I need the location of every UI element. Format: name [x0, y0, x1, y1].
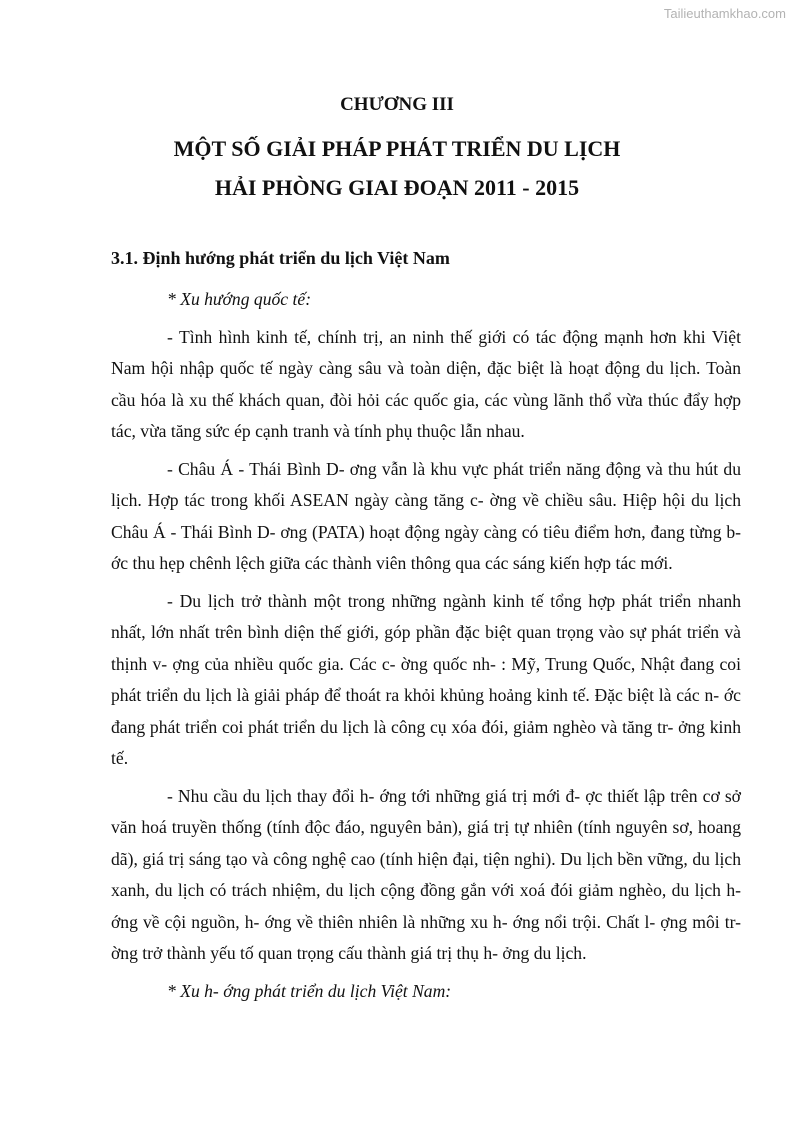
chapter-label: CHƯƠNG III	[340, 94, 454, 115]
paragraph-1: - Tình hình kinh tế, chính trị, an ninh thế giới có tác động mạnh hơn khi Việt Nam hội nhập quốc tế ngày càng sâu và toàn diện, đặc biệt là hoạt động du lịch. Toàn cầu hóa là xu thế khách quan, đòi hỏi các quốc gia, các vùng lãnh thổ vừa thúc đẩy hợp tác, vừa tăng sức ép cạnh tranh và tính phụ thuộc lẫn nhau.	[111, 326, 741, 441]
subheading-international-trends: * Xu hướng quốc tế:	[167, 289, 312, 309]
chapter-title-line-1: MỘT SỐ GIẢI PHÁP PHÁT TRIỂN DU LỊCH	[173, 136, 621, 161]
chapter-title-line-2: HẢI PHÒNG GIAI ĐOẠN 2011 - 2015	[214, 175, 580, 200]
section-heading: 3.1. Định hướng phát triển du lịch Việt Nam	[111, 248, 450, 268]
paragraph-3: - Du lịch trở thành một trong những ngành kinh tế tổng hợp phát triển nhanh nhất, lớn nhất trên bình diện thế giới, góp phần đặc biệt quan trọng vào sự phát triển và thịnh v- ợng của nhiều quốc gia. Các c- ờng quốc nh- : Mỹ, Trung Quốc, Nhật đang coi phát triển du lịch là giải pháp để thoát ra khỏi khủng hoảng kinh tế. Đặc biệt là các n- ớc đang phát triển coi phát triển du lịch là công cụ xóa đói, giảm nghèo và tăng tr- ởng kinh tế.	[111, 590, 741, 768]
paragraph-4: - Nhu cầu du lịch thay đổi h- ớng tới những giá trị mới đ- ợc thiết lập trên cơ sở văn hoá truyền thống (tính độc đáo, nguyên bản), giá trị tự nhiên (tính nguyên sơ, hoang dã), giá trị sáng tạo và công nghệ cao (tính hiện đại, tiện nghi). Du lịch bền vững, du lịch xanh, du lịch có trách nhiệm, du lịch cộng đồng gắn với xoá đói giảm nghèo, du lịch h- ớng về cội nguồn, h- ớng về thiên nhiên là những xu h- ớng nổi trội. Chất l- ợng môi tr- ờng trở thành yếu tố quan trọng cấu thành giá trị thụ h- ởng du lịch.	[111, 785, 741, 963]
subheading-vietnam-trends: * Xu h- ớng phát triển du lịch Việt Nam:	[167, 980, 452, 1001]
body-text	[111, 284, 741, 1013]
paragraph-2: - Châu Á - Thái Bình D- ơng vẫn là khu vực phát triển năng động và thu hút du lịch. Hợp tác trong khối ASEAN ngày càng tăng c- ờng về chiều sâu. Hiệp hội du lịch Châu Á - Thái Bình D- ơng (PATA) hoạt động ngày càng có tiêu điểm hơn, đang từng b- ớc thu hẹp chênh lệch giữa các thành viên thông qua các sáng kiến hợp tác mới.	[111, 458, 741, 573]
watermark-text: Tailieuthamkhao.com	[663, 6, 786, 21]
